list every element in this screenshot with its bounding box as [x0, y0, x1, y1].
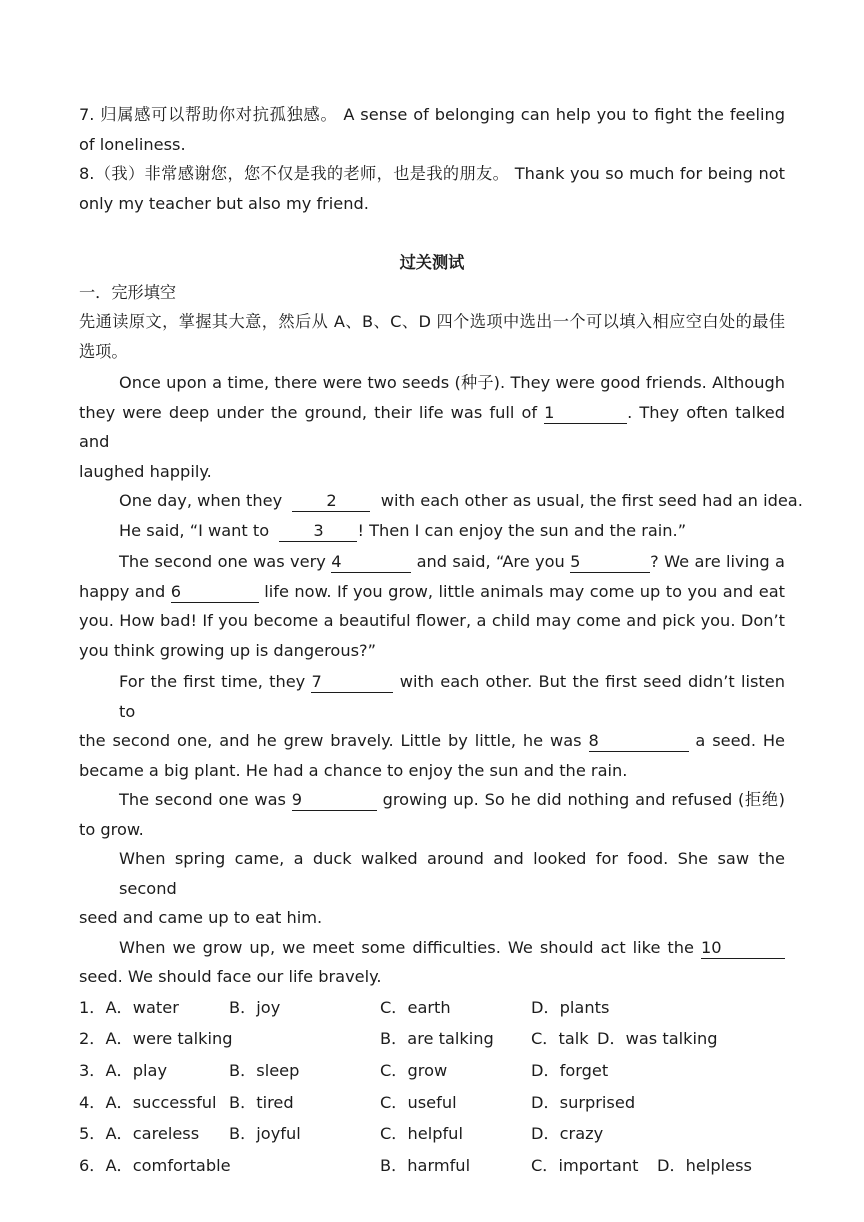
instructions-line2: 选项。: [79, 341, 128, 361]
passage-text: with each other as usual, the first seed had an idea.: [380, 491, 803, 510]
passage-text: the second one, and he grew bravely. Little by little, he was: [79, 731, 582, 750]
option-6a: 6．A．comfortable: [79, 1155, 231, 1175]
passage-p2-line1: [79, 486, 803, 516]
option-3d: D．forget: [531, 1060, 609, 1080]
option-3c: C．grow: [380, 1060, 448, 1080]
passage-p8-line2: seed. We should face our life bravely.: [79, 967, 382, 986]
option-row-3: [79, 1055, 785, 1087]
passage-p7-line1: When spring came, a duck walked around and looked for food. She saw the second: [119, 849, 785, 898]
passage-p4-line1: [79, 547, 785, 577]
passage-text: One day, when they: [119, 491, 283, 510]
option-1a: 1．A．water: [79, 997, 179, 1017]
passage-text: ! Then I can enjoy the sun and the rain.”: [357, 520, 687, 540]
passage-p6-line1: [79, 785, 785, 815]
passage-p4-line2: [79, 577, 785, 607]
passage-p5-line3: became a big plant. He had a chance to enjoy the sun and the rain.: [79, 760, 628, 780]
blank-10: 10: [701, 938, 785, 959]
passage-text: growing up. So he did nothing and refused (拒绝): [382, 790, 785, 809]
section-title: 过关测试: [399, 253, 465, 272]
passage-text: and said, “Are you: [416, 552, 565, 571]
option-1c: C．earth: [380, 997, 451, 1017]
blank-6: 6: [171, 582, 259, 603]
passage-text: ? We are living a: [650, 552, 785, 571]
option-row-4: [79, 1087, 785, 1119]
option-5b: B．joyful: [229, 1124, 301, 1144]
translation-8-chinese: 8.（我）非常感谢您，您不仅是我的老师，也是我的朋友。: [79, 164, 510, 183]
passage-p1-line2: [79, 398, 785, 457]
passage-p7-line2: seed and came up to eat him.: [79, 908, 323, 927]
passage-p1-line3: laughed happily.: [79, 461, 212, 481]
passage-text: life now. If you grow, little animals may come up to you and eat: [264, 581, 785, 601]
option-6d: D．helpless: [657, 1155, 752, 1175]
instructions-line1: 先通读原文，掌握其大意，然后从 A、B、C、D 四个选项中选出一个可以填入相应空白处的最佳: [79, 312, 785, 331]
blank-8: 8: [589, 731, 689, 752]
option-row-5: [79, 1118, 785, 1150]
passage-text: happy and: [79, 581, 166, 601]
option-row-6: [79, 1150, 785, 1182]
option-5c: C．helpful: [380, 1124, 463, 1144]
option-5d: D．crazy: [531, 1124, 604, 1144]
passage-p1-line1: Once upon a time, there were two seeds (种子). They were good friends. Although: [119, 373, 785, 392]
passage-p8-line1: [79, 933, 785, 963]
translation-7-line1: [79, 100, 785, 130]
option-2b: B．are talking: [380, 1029, 494, 1049]
translation-7-line2: of loneliness.: [79, 134, 186, 154]
passage-text: When we grow up, we meet some difficulties. We should act like the: [119, 937, 694, 957]
passage-p6-line2: to grow.: [79, 819, 144, 839]
option-6c: C．important: [531, 1155, 639, 1175]
translation-7-english: A sense of belonging can help you to fight the feeling: [343, 105, 786, 124]
passage-text: For the first time, they: [119, 672, 306, 691]
option-4b: B．tired: [229, 1092, 294, 1112]
option-3b: B．sleep: [229, 1060, 300, 1080]
passage-text: He said, “I want to: [119, 520, 270, 540]
option-row-1: [79, 992, 785, 1024]
option-4d: D．surprised: [531, 1092, 636, 1112]
translation-8-line2: only my teacher but also my friend.: [79, 193, 369, 213]
translation-8-english: Thank you so much for being not: [514, 164, 785, 183]
blank-3: 3: [279, 521, 357, 542]
option-3a: 3．A．play: [79, 1060, 168, 1080]
passage-text: The second one was: [119, 790, 286, 809]
option-5a: 5．A．careless: [79, 1124, 200, 1144]
option-4a: 4．A．successful: [79, 1092, 217, 1112]
blank-4: 4: [331, 552, 411, 573]
blank-1: 1: [544, 403, 627, 424]
passage-p5-line2: [79, 726, 785, 756]
translation-8-line1: [79, 159, 785, 189]
passage-text: they were deep under the ground, their life was full of: [79, 402, 538, 422]
blank-2: 2: [292, 491, 370, 512]
passage-p4-line4: you think growing up is dangerous?”: [79, 640, 376, 660]
blank-7: 7: [311, 672, 393, 693]
passage-text: . They often talked and: [79, 402, 785, 451]
passage-p5-line1: [79, 667, 785, 726]
passage-p3-line1: [79, 516, 785, 546]
passage-p4-line3: you. How bad! If you become a beautiful flower, a child may come and pick you. Don’t: [79, 611, 785, 630]
option-1b: B．joy: [229, 997, 281, 1017]
passage-text: a seed. He: [695, 731, 785, 750]
passage-text: with each other. But the first seed didn’t listen to: [119, 672, 785, 721]
option-4c: C．useful: [380, 1092, 457, 1112]
option-row-2: [79, 1023, 785, 1055]
option-1d: D．plants: [531, 997, 610, 1017]
option-2a: 2．A．were talking: [79, 1029, 233, 1049]
option-2d: D．was talking: [597, 1029, 718, 1049]
translation-7-chinese: 7. 归属感可以帮助你对抗孤独感。: [79, 105, 338, 124]
part-heading: 一．完形填空: [79, 282, 177, 302]
document-page: [79, 100, 803, 1182]
passage-text: The second one was very: [119, 552, 326, 571]
option-2c: C．talk: [531, 1029, 589, 1049]
blank-5: 5: [570, 552, 650, 573]
option-6b: B．harmful: [380, 1155, 471, 1175]
blank-9: 9: [292, 790, 377, 811]
